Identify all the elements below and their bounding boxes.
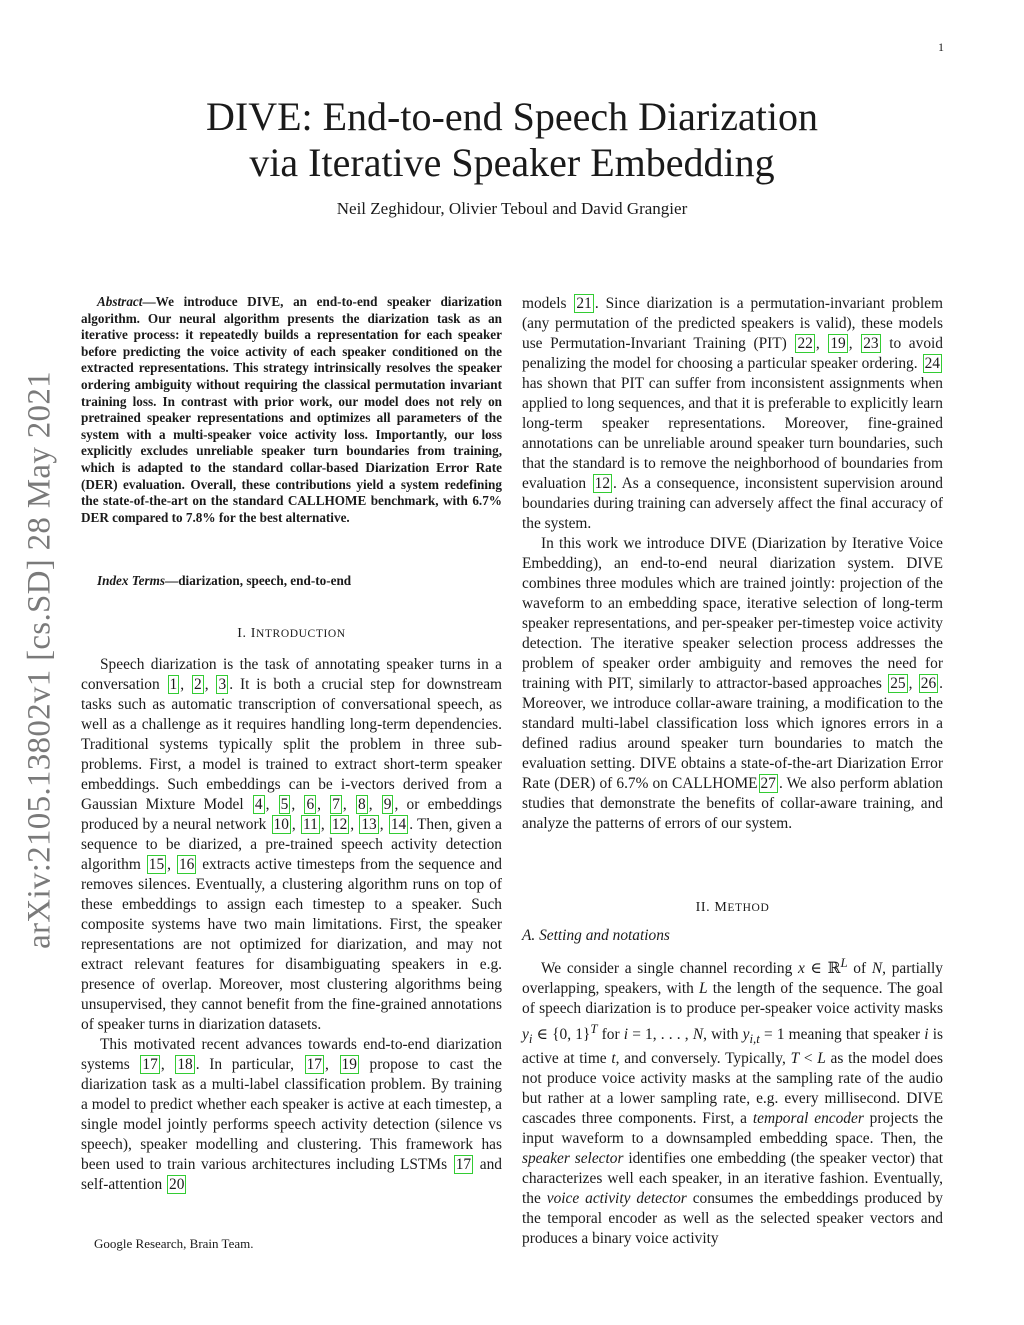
citation-link[interactable]: 12 xyxy=(594,475,611,492)
section-heading-introduction: I. INTRODUCTION xyxy=(237,626,346,641)
abstract-text: —We introduce DIVE, an end-to-end speaker diarization algorithm. Our neural algorithm presents the diarization task as an iterative process: it repeatedly builds a representation for each speaker before predicting the voice activity of each speaker conditioned on the extracted representations. This strategy intrinsically resolves the speaker ordering ambiguity without requiring the classical permutation invariant training loss. In contrast with prior work, our model does not rely on pretrained speaker representations and optimizes all parameters of the system with a multi-speaker voice activity loss. Importantly, our loss explicitly excludes unreliable speaker turn boundaries from training, which is adapted to the standard collar-based Diarization Error Rate (DER) evaluation. Overall, these contributions yield a system redefining the state-of-the-art on the standard CALLHOME benchmark, with 6.7% DER compared to 7.8% for the best alternative. xyxy=(81,294,502,525)
citation-link[interactable]: 13 xyxy=(361,816,377,833)
citation-link[interactable]: 6 xyxy=(306,796,315,813)
right-column-intro-continued: models 21 . Since diarization is a permutation-invariant problem (any permutation of the predicted speakers is valid), these models use Permutation-Invariant Training (PIT) 22 , 19 , 23 to avoid penalizing the model for choosing a particular speaker ordering. 24 has shown that PIT can suffer from inconsistent assignments when applied to long sequences, and that it is preferable to explicitly learn long-term speaker representations. Moreover, fine-grained annotations can be unreliable around speaker turn boundaries, such that the standard is to remove the neighborhood of boundaries from evaluation 12 . As a consequence, inconsistent supervision around boundaries during training can adversely affect the final accuracy of the system. In this work we introduce DIVE (Diarization by Iterative Voice Embedding), an end-to-end neural diarization system. DIVE combines three modules which are trained jointly: projection of the waveform to an embedding space, iterative selection of long-term speaker representations, and per-speaker per-timestep voice activity detection. The iterative speaker selection process addresses the problem of speaker order ambiguity and removes the need for training with PIT, similarly to attractor-based approaches 25 , 26 . Moreover, we introduce collar-aware training, a modification to the standard multi-label classification loss which ignores errors in a defined radius around speaker turn boundaries to match the evaluation setting. DIVE obtains a state-of-the-art Diarization Error Rate (DER) of 6.7% on CALLHOME 27 . We also perform ablation studies that demonstrate the benefits of collar-aware training, and analyze the patterns of errors of our system. xyxy=(522,295,943,832)
index-terms xyxy=(81,572,502,589)
citation-link[interactable]: 27 xyxy=(760,775,776,792)
citation-link[interactable]: 1 xyxy=(169,676,178,693)
citation-link[interactable]: 9 xyxy=(383,796,392,813)
citation-link[interactable]: 7 xyxy=(332,796,340,813)
citation-link[interactable]: 17 xyxy=(455,1156,472,1173)
citation-link[interactable]: 17 xyxy=(142,1056,158,1073)
citation-link[interactable]: 19 xyxy=(341,1056,357,1073)
abstract xyxy=(81,294,502,526)
citation-link[interactable]: 20 xyxy=(169,1176,185,1193)
introduction-body: Speech diarization is the task of annotating speaker turns in a conversation 1 , 2 , 3 . It is both a crucial step for downstream tasks such as automatic transcription of conversational speech, as well as a challenge as it requires handling long-term dependencies. Traditional systems typically split the problem in three sub-problems. First, a model is trained to extract short-term speaker embeddings. Such embeddings can be i-vectors derived from a Gaussian Mixture Model 4 , 5 , 6 , 7 , 8 , 9 , or embeddings produced by a neural network 10 , 11 , 12 , 13 , 14 . Then, given a sequence to be diarized, a pre-trained speech activity detection algorithm 15 , 16 extracts active timesteps from the sequence and removes silences. Eventually, a clustering algorithm runs on top of these embeddings to assign each timestep to a speaker. Such composite systems have two main limitations. First, the speaker representations are not optimized for diarization, and may not extract relevant features for disambiguating speakers in e.g. presence of overlap. Moreover, most clustering algorithms being unsupervised, they cannot benefit from the fine-grained annotations of speaker turns in diarization datasets. This motivated recent advances towards end-to-end diarization systems 17 , 18 . In particular, 17 , 19 propose to cast the diarization task as a multi-label classification problem. By training a model to predict whether each speaker is active at each timestep, a single model jointly performs speech activity detection (silence vs speech), speaker modelling and clustering. This framework has been used to train various architectures including LSTMs 17 and self-attention 20 xyxy=(81,656,502,1193)
citation-link[interactable]: 17 xyxy=(306,1056,322,1073)
citation-link[interactable]: 21 xyxy=(576,295,592,312)
citation-link[interactable]: 18 xyxy=(177,1056,193,1073)
citation-link[interactable]: 14 xyxy=(390,816,407,833)
citation-link[interactable]: 3 xyxy=(218,676,227,693)
page-number: 1 xyxy=(938,40,944,54)
method-body: We consider a single channel recording x ∈ ℝ$^L$ of N, partially overlapping, speakers, with L the length of the sequence. The goal of speech diarization is to produce per-speaker voice activity masks $y_i$ ∈ {0, 1}$^T$ for i = 1, . . . , N, with $y_{i,t} = 1$ meaning that speaker i is active at time t, and conversely. Typically, T < L as the model does not produce voice activity masks at the sampling rate of the audio but rather at a lower sampling rate, e.g. every millisecond. DIVE cascades three components. First, a temporal encoder projects the input waveform to a downsampled embedding space. Then, the speaker selector identifies one embedding (the speaker vector) that characterizes well each speaker, in an iterative fashion. Eventually, the voice activity detector consumes the embeddings produced by the temporal encoder as well as the selected speaker vectors and produces a binary voice activity xyxy=(522,956,943,1248)
footnote: Google Research, Brain Team. xyxy=(94,1236,254,1251)
arxiv-id: arXiv:2105.13802v1 [cs.SD] 28 May 2021 xyxy=(21,371,58,949)
citation-link[interactable]: 16 xyxy=(178,856,195,873)
citation-link[interactable]: 15 xyxy=(148,856,165,873)
index-terms-text: —diarization, speech, end-to-end xyxy=(165,573,352,588)
title-line-2: via Iterative Speaker Embedding xyxy=(249,140,775,185)
citation-link[interactable]: 26 xyxy=(920,675,937,692)
index-terms-label: Index Terms xyxy=(97,573,166,588)
citation-link[interactable]: 23 xyxy=(863,335,879,352)
citation-link[interactable]: 10 xyxy=(273,816,289,833)
citation-link[interactable]: 12 xyxy=(331,816,348,833)
citation-link[interactable]: 2 xyxy=(194,676,202,693)
authors: Neil Zeghidour, Olivier Teboul and David Grangier xyxy=(336,199,688,218)
title-line-1: DIVE: End-to-end Speech Diarization xyxy=(205,94,818,139)
citation-link[interactable]: 4 xyxy=(254,796,263,813)
citation-link[interactable]: 5 xyxy=(280,796,289,813)
citation-link[interactable]: 22 xyxy=(797,335,813,352)
subsection-heading: A. Setting and notations xyxy=(522,927,670,944)
citation-link[interactable]: 25 xyxy=(890,675,906,692)
abstract-label: Abstract xyxy=(97,294,143,309)
citation-link[interactable]: 8 xyxy=(358,796,366,813)
paper-title xyxy=(0,94,1024,186)
citation-link[interactable]: 24 xyxy=(924,355,940,372)
citation-link[interactable]: 11 xyxy=(302,816,318,833)
citation-link[interactable]: 19 xyxy=(830,335,846,352)
section-heading-method: II. METHOD xyxy=(695,900,770,915)
